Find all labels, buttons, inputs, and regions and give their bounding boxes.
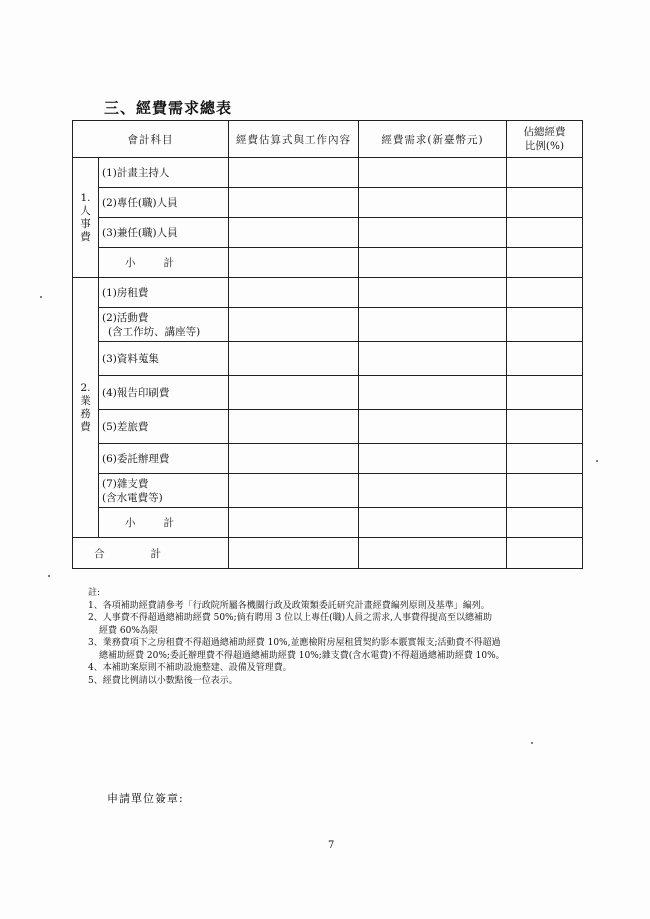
subtotal-label: 小計 bbox=[99, 248, 229, 278]
item-label: (1)計畫主持人 bbox=[99, 158, 229, 188]
table-row bbox=[73, 376, 583, 410]
ratio-cell[interactable] bbox=[507, 508, 583, 538]
ratio-cell[interactable] bbox=[507, 410, 583, 444]
subtotal-row bbox=[73, 248, 583, 278]
scan-speck bbox=[48, 575, 50, 577]
amount-cell[interactable] bbox=[359, 248, 507, 278]
category-operations: 2. 業 務 費 bbox=[73, 278, 99, 538]
method-cell[interactable] bbox=[229, 218, 359, 248]
amount-cell[interactable] bbox=[359, 376, 507, 410]
header-item: 會計科目 bbox=[73, 121, 229, 158]
ratio-cell[interactable] bbox=[507, 376, 583, 410]
item-label: (5)差旅費 bbox=[99, 410, 229, 444]
amount-cell[interactable] bbox=[359, 474, 507, 508]
table-row bbox=[73, 308, 583, 342]
total-label: 合計 bbox=[73, 538, 229, 569]
subtotal-row bbox=[73, 508, 583, 538]
total-row bbox=[73, 538, 583, 569]
table-row bbox=[73, 444, 583, 474]
method-cell[interactable] bbox=[229, 410, 359, 444]
table-row bbox=[73, 188, 583, 218]
amount-cell[interactable] bbox=[359, 308, 507, 342]
notes bbox=[88, 587, 578, 687]
page-title: 三、經費需求總表 bbox=[104, 99, 233, 117]
amount-cell[interactable] bbox=[359, 188, 507, 218]
table-row bbox=[73, 474, 583, 508]
ratio-cell[interactable] bbox=[507, 308, 583, 342]
budget-table bbox=[72, 120, 583, 569]
page-number: 7 bbox=[328, 840, 335, 851]
table-row bbox=[73, 158, 583, 188]
note-2-cont: 經費 60%為限 bbox=[99, 625, 158, 636]
ratio-cell[interactable] bbox=[507, 278, 583, 308]
item-label: (1)房租費 bbox=[99, 278, 229, 308]
ratio-cell[interactable] bbox=[507, 158, 583, 188]
ratio-cell[interactable] bbox=[507, 474, 583, 508]
method-cell[interactable] bbox=[229, 308, 359, 342]
ratio-cell[interactable] bbox=[507, 444, 583, 474]
item-label: (2)專任(職)人員 bbox=[99, 188, 229, 218]
amount-cell[interactable] bbox=[359, 410, 507, 444]
method-cell[interactable] bbox=[229, 538, 359, 569]
note-3-cont: 總補助經費 20%;委託辦理費不得超過總補助經費 10%;雜支費(含水電費)不得超過總補助經費 10%。 bbox=[99, 650, 505, 661]
amount-cell[interactable] bbox=[359, 218, 507, 248]
header-ratio-line1: 佔總經費 bbox=[523, 126, 566, 138]
item-label: (3)資料蒐集 bbox=[99, 342, 229, 376]
table-header-row bbox=[73, 121, 583, 158]
method-cell[interactable] bbox=[229, 188, 359, 218]
amount-cell[interactable] bbox=[359, 342, 507, 376]
note-3: 3、業務費項下之房租費不得超過總補助經費 10%,並應檢附房屋租賃契約影本覈實報支;活動費不得超過 bbox=[88, 638, 501, 648]
signature-label: 申請單位簽章: bbox=[107, 792, 184, 805]
item-label: (4)報告印刷費 bbox=[99, 376, 229, 410]
ratio-cell[interactable] bbox=[507, 218, 583, 248]
method-cell[interactable] bbox=[229, 508, 359, 538]
header-ratio bbox=[507, 121, 583, 158]
table-row bbox=[73, 218, 583, 248]
table-row bbox=[73, 410, 583, 444]
subtotal-label: 小計 bbox=[99, 508, 229, 538]
note-5: 5、經費比例請以小數點後一位表示。 bbox=[88, 675, 238, 686]
note-1: 1、各項補助經費請參考「行政院所屬各機關行政及政策類委託研究計畫經費編列原則及基準」編列。 bbox=[88, 600, 490, 611]
item-label: (2)活動費 (含工作坊、講座等) bbox=[99, 308, 229, 342]
method-cell[interactable] bbox=[229, 248, 359, 278]
category-personnel: 1. 人 事 費 bbox=[73, 158, 99, 278]
amount-cell[interactable] bbox=[359, 158, 507, 188]
scan-speck bbox=[40, 296, 42, 298]
amount-cell[interactable] bbox=[359, 278, 507, 308]
ratio-cell[interactable] bbox=[507, 188, 583, 218]
ratio-cell[interactable] bbox=[507, 342, 583, 376]
method-cell[interactable] bbox=[229, 444, 359, 474]
ratio-cell[interactable] bbox=[507, 538, 583, 569]
item-label: (7)雜支費 (含水電費等) bbox=[99, 474, 229, 508]
scan-speck bbox=[596, 460, 598, 462]
table-row bbox=[73, 342, 583, 376]
amount-cell[interactable] bbox=[359, 508, 507, 538]
header-amount: 經費需求(新臺幣元) bbox=[359, 121, 507, 158]
table-row bbox=[73, 278, 583, 308]
header-ratio-line2: 比例(%) bbox=[524, 140, 565, 152]
item-label: (6)委託辦理費 bbox=[99, 444, 229, 474]
notes-heading: 註: bbox=[88, 588, 101, 598]
method-cell[interactable] bbox=[229, 474, 359, 508]
header-method: 經費估算式與工作內容 bbox=[229, 121, 359, 158]
scan-speck bbox=[531, 742, 533, 744]
note-2: 2、人事費不得超過總補助經費 50%;倘有聘用 3 位以上專任(職)人員之需求,人事費得提高至以總補助 bbox=[88, 613, 492, 623]
amount-cell[interactable] bbox=[359, 444, 507, 474]
method-cell[interactable] bbox=[229, 342, 359, 376]
ratio-cell[interactable] bbox=[507, 248, 583, 278]
method-cell[interactable] bbox=[229, 376, 359, 410]
method-cell[interactable] bbox=[229, 278, 359, 308]
note-4: 4、本補助案原則不補助設施整建、設備及管理費。 bbox=[88, 663, 292, 673]
item-label: (3)兼任(職)人員 bbox=[99, 218, 229, 248]
method-cell[interactable] bbox=[229, 158, 359, 188]
amount-cell[interactable] bbox=[359, 538, 507, 569]
